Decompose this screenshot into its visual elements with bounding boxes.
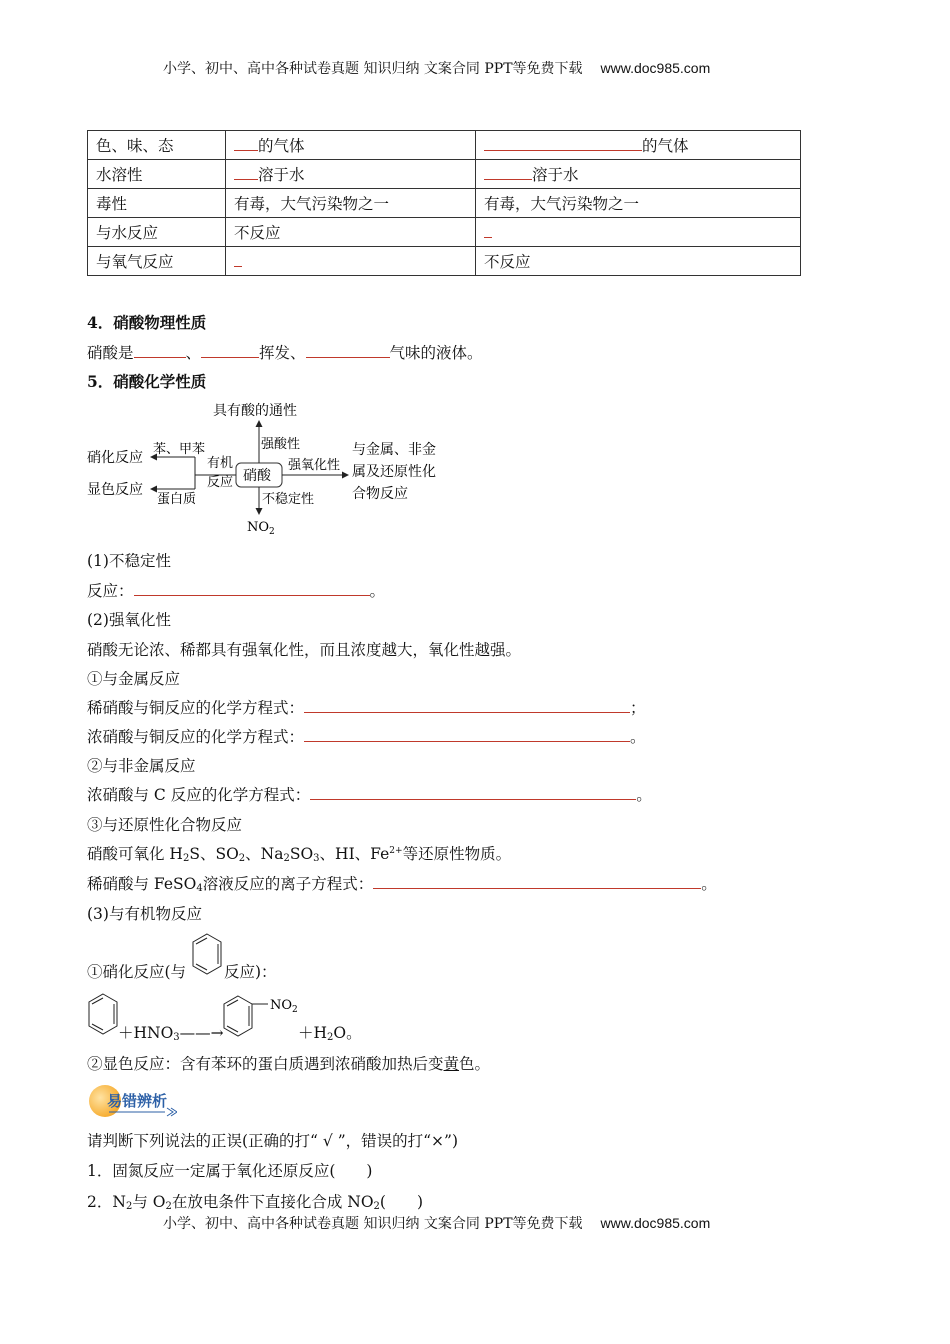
answer-blank[interactable] <box>306 343 390 358</box>
dilute-cu-line <box>87 696 646 718</box>
superscript: 2+ <box>389 846 403 856</box>
text: 稀硝酸与 FeSO <box>87 875 197 893</box>
table-row <box>88 189 801 218</box>
text: 挥发、 <box>259 344 306 362</box>
unstable-line <box>87 579 385 601</box>
text: ( ) <box>379 1193 424 1211</box>
top-edge-label: 强酸性 <box>261 437 301 452</box>
text: ＋HNO <box>118 1024 174 1042</box>
conc-cu-line <box>87 725 646 747</box>
top-target: 具有酸的通性 <box>213 403 297 419</box>
text: O。 <box>333 1024 362 1042</box>
text: 等还原性物质。 <box>402 845 512 863</box>
bottom-target <box>247 520 275 537</box>
cell-b <box>476 218 801 247</box>
reducing-line: 硝酸可氧化 $H_2S$、$SO_2$、$Na_2SO_3$、HI、$Fe^{2+}$等还原性物质。 <box>87 845 512 864</box>
answer-blank[interactable] <box>134 581 370 596</box>
text: 硝酸可氧化 H <box>87 845 183 863</box>
text: 2．N <box>87 1193 126 1211</box>
equation-water <box>298 1021 362 1043</box>
row-label: 色、味、态 <box>88 131 226 160</box>
benzene-ring-icon <box>189 930 225 980</box>
feso4-line <box>87 872 717 894</box>
reaction-arrow: ——→ <box>179 1024 224 1042</box>
unstable-title: (1)不稳定性 <box>87 552 171 570</box>
highlight-text: 黄 <box>443 1055 460 1073</box>
text: SO <box>289 845 314 863</box>
gas-properties-table <box>87 130 801 276</box>
subscript: 2 <box>327 1032 334 1043</box>
answer-blank[interactable] <box>234 165 258 180</box>
cell-b: 不反应 <box>476 247 801 276</box>
answer-blank[interactable] <box>304 698 630 713</box>
answer-blank[interactable] <box>310 785 636 800</box>
pitfall-badge <box>87 1084 177 1118</box>
pitfall-q2: 2．$N_2$与 $O_2$在放电条件下直接化合成 $NO_2$( ) <box>87 1193 424 1212</box>
nitration-p2: 反应)： <box>224 963 277 981</box>
center-label: 硝酸 <box>243 468 271 484</box>
cell-text: 溶于水 <box>258 166 305 184</box>
nitric-acid-diagram <box>80 395 460 540</box>
bottom-target-sub: 2 <box>269 527 275 537</box>
cell-a <box>226 160 476 189</box>
no2-sub: 2 <box>292 1005 298 1015</box>
answer-blank[interactable] <box>304 727 630 742</box>
answer-blank[interactable] <box>201 343 259 358</box>
nitrobenzene-product-icon <box>220 990 310 1040</box>
cell-b <box>476 160 801 189</box>
text: ； <box>630 699 646 717</box>
footer-url[interactable]: www.doc985.com <box>600 1215 711 1231</box>
cell-a <box>226 131 476 160</box>
answer-blank[interactable] <box>234 136 258 151</box>
right-target-2: 属及还原性化 <box>352 464 436 480</box>
text: ②显色反应：含有苯环的蛋白质遇到浓硝酸加热后变 <box>87 1055 444 1073</box>
section-4-title: 4．硝酸物理性质 <box>87 313 207 332</box>
cell-b: 有毒，大气污染物之一 <box>476 189 801 218</box>
no2-label <box>270 998 298 1015</box>
subscript: 3 <box>173 1032 180 1043</box>
text: 稀硝酸与铜反应的化学方程式： <box>87 699 305 717</box>
row-label: 与水反应 <box>88 218 226 247</box>
answer-blank[interactable] <box>484 223 492 238</box>
cell-b <box>476 131 801 160</box>
subscript: 4 <box>196 883 203 894</box>
color-reaction-line <box>87 1052 490 1074</box>
bottom-target-main: NO <box>247 520 270 535</box>
row-label: 水溶性 <box>88 160 226 189</box>
right-target-1: 与金属、非金 <box>352 442 436 458</box>
bottom-edge-label: 不稳定性 <box>262 492 315 507</box>
answer-blank[interactable] <box>134 343 186 358</box>
left-lower-target: 显色反应 <box>87 482 143 498</box>
text: 色。 <box>459 1055 491 1073</box>
table-row <box>88 160 801 189</box>
answer-blank[interactable] <box>484 165 532 180</box>
text: 反应： <box>87 582 134 600</box>
text: 、HI、Fe <box>319 845 390 863</box>
header-text: 小学、初中、高中各种试卷真题 知识归纳 文案合同 PPT等免费下载 <box>163 61 583 77</box>
metal-title: ①与金属反应 <box>87 670 181 688</box>
section-4-line <box>87 341 483 363</box>
no2-main: NO <box>270 998 293 1013</box>
oxidizing-desc: 硝酸无论浓、稀都具有强氧化性，而且浓度越大，氧化性越强。 <box>87 641 522 659</box>
answer-blank[interactable] <box>484 136 642 151</box>
badge-label: 易错辨析 <box>107 1092 168 1110</box>
page-header <box>163 58 710 78</box>
right-target-3: 合物反应 <box>352 486 408 502</box>
cell-text: 溶于水 <box>532 166 579 184</box>
text: S、SO <box>189 845 239 863</box>
text: 与 O <box>132 1193 166 1211</box>
row-label: 与氧气反应 <box>88 247 226 276</box>
text: 溶液反应的离子方程式： <box>202 875 374 893</box>
cell-text: 的气体 <box>258 137 305 155</box>
pitfall-q1: 1．固氮反应一定属于氧化还原反应( ) <box>87 1162 373 1180</box>
row-label: 毒性 <box>88 189 226 218</box>
equation-middle <box>118 1021 224 1043</box>
answer-blank[interactable] <box>234 252 242 267</box>
cell-a: 不反应 <box>226 218 476 247</box>
answer-blank[interactable] <box>373 874 701 889</box>
text: 在放电条件下直接化合成 NO <box>171 1193 374 1211</box>
left-edge-label-1: 有机 <box>207 456 234 471</box>
cell-a: 有毒，大气污染物之一 <box>226 189 476 218</box>
footer-text: 小学、初中、高中各种试卷真题 知识归纳 文案合同 PPT等免费下载 <box>163 1216 583 1232</box>
cell-a <box>226 247 476 276</box>
text: 、Na <box>245 845 284 863</box>
table-row <box>88 247 801 276</box>
nitration-p1: ①硝化反应(与 <box>87 963 187 981</box>
text: 浓硝酸与铜反应的化学方程式： <box>87 728 305 746</box>
text: 气味的液体。 <box>389 344 483 362</box>
header-url[interactable]: www.doc985.com <box>600 60 711 76</box>
text: 、 <box>185 344 202 362</box>
table-row <box>88 218 801 247</box>
text: 硝酸是 <box>87 344 134 362</box>
left-lower-label: 蛋白质 <box>157 492 197 507</box>
oxidizing-title: (2)强氧化性 <box>87 611 171 629</box>
left-upper-label: 苯、甲苯 <box>153 442 206 457</box>
cell-text: 的气体 <box>642 137 689 155</box>
page-footer <box>163 1213 710 1233</box>
double-chevron-icon <box>167 1108 177 1116</box>
reducing-title: ③与还原性化合物反应 <box>87 816 243 834</box>
table-row <box>88 131 801 160</box>
text: 。 <box>701 875 717 893</box>
text: 浓硝酸与 C 反应的化学方程式： <box>87 786 311 804</box>
nonmetal-title: ②与非金属反应 <box>87 757 196 775</box>
pitfall-intro: 请判断下列说法的正误(正确的打“ √ ”，错误的打“×”) <box>87 1132 459 1150</box>
conc-c-line <box>87 783 652 805</box>
left-edge-label-2: 反应 <box>207 475 234 490</box>
text: 。 <box>369 582 386 600</box>
text: ＋H <box>298 1024 328 1042</box>
text: 。 <box>630 728 646 746</box>
benzene-reactant-icon <box>85 990 121 1040</box>
section-5-title: 5．硝酸化学性质 <box>87 372 207 391</box>
left-upper-target: 硝化反应 <box>87 450 143 466</box>
right-edge-label: 强氧化性 <box>288 458 341 473</box>
organic-title: (3)与有机物反应 <box>87 905 202 923</box>
text: 。 <box>636 786 652 804</box>
